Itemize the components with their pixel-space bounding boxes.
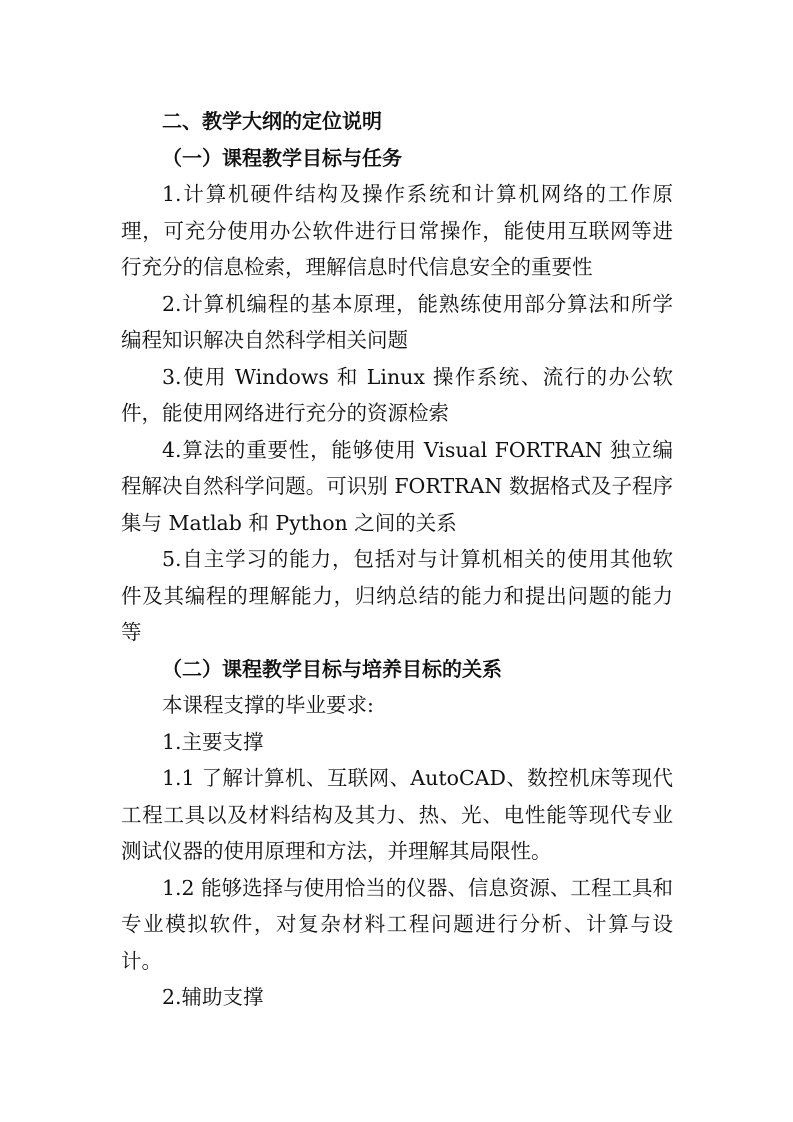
subsection-heading-goals: （一）课程教学目标与任务: [162, 145, 402, 170]
goal-item-1: 1.计算机硬件结构及操作系统和计算机网络的工作原理，可充分使用办公软件进行日常操作，能使用互联网等进行充分的信息检索，理解信息时代信息安全的重要性: [121, 182, 673, 279]
document-body: [121, 103, 673, 1016]
goal-item-2: 2.计算机编程的基本原理，能熟练使用部分算法和所学编程知识解决自然科学相关问题: [121, 291, 673, 352]
support-item-1-2: 1.2 能够选择与使用恰当的仪器、信息资源、工程工具和专业模拟软件，对复杂材料工程问题进行分析、计算与设计。: [121, 875, 673, 973]
goal-item-4: 4.算法的重要性，能够使用 Visual FORTRAN 独立编程解决自然科学问题。可识别 FORTRAN 数据格式及子程序集与 Matlab 和 Python 之间的关系: [121, 437, 673, 535]
goal-item-5: 5.自主学习的能力，包括对与计算机相关的使用其他软件及其编程的理解能力，归纳总结的能力和提出问题的能力等: [121, 547, 673, 644]
aux-support-heading: 2.辅助支撑: [162, 985, 264, 1009]
main-support-heading: 1.主要支撑: [162, 729, 264, 754]
subsection-heading-relation: （二）课程教学目标与培养目标的关系: [162, 656, 502, 681]
support-item-1-1: 1.1 了解计算机、互联网、AutoCAD、数控机床等现代工程工具以及材料结构及其力、热、光、电性能等现代专业测试仪器的使用原理和方法，并理解其局限性。: [121, 766, 673, 863]
requirements-intro: 本课程支撑的毕业要求:: [162, 693, 374, 717]
section-heading: 二、教学大纲的定位说明: [162, 109, 382, 133]
goal-item-3: 3.使用 Windows 和 Linux 操作系统、流行的办公软件，能使用网络进行充分的资源检索: [121, 364, 673, 425]
